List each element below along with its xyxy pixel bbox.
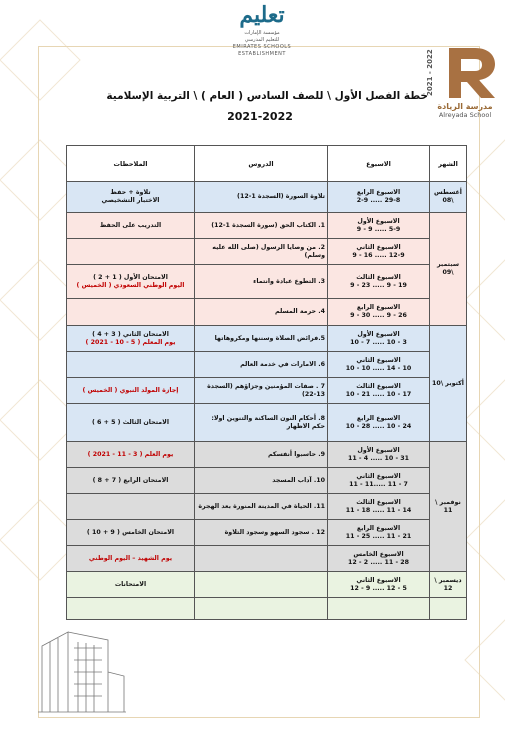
note-cell: الامتحان الأول ( 1 + 2 ) اليوم الوطني السعودي ( الخميس ) — [67, 265, 195, 299]
logo-year: 2021 - 2022 — [426, 49, 434, 97]
logo-english-name: Alreyada School — [438, 111, 492, 119]
table-row — [67, 442, 467, 468]
header-week: الاسبوع — [328, 146, 430, 182]
table-row — [67, 239, 467, 265]
table-row — [67, 468, 467, 494]
header-month: الشهر — [430, 146, 467, 182]
logo-arabic-name: مدرسة الريادة — [437, 102, 493, 111]
lesson-cell: 11. الحياة في المدينة المنورة بعد الهجرة — [195, 494, 328, 520]
note-cell: التدريب على الحفظ — [67, 213, 195, 239]
page-year: 2021-2022 — [227, 110, 293, 123]
week-cell — [328, 598, 430, 620]
week-cell: الاسبوع الرابع 29-8 ..... 2-9 — [328, 182, 430, 213]
table-row — [67, 520, 467, 546]
note-cell — [67, 352, 195, 378]
school-building-illustration — [38, 612, 126, 716]
table-row — [67, 182, 467, 213]
week-cell: الاسبوع الثالث 14 - 11 ..... 18 - 11 — [328, 494, 430, 520]
table-row — [67, 265, 467, 299]
logo-line-4: ESTABLISHMENT — [238, 51, 286, 57]
alreyada-school-logo — [425, 46, 505, 120]
table-row — [67, 326, 467, 352]
emirates-schools-logo — [218, 0, 306, 58]
month-cell — [430, 598, 467, 620]
note-cell: الامتحان الرابع ( 7 + 8 ) — [67, 468, 195, 494]
header-lessons: الدروس — [195, 146, 328, 182]
note-cell: الامتحانات — [67, 572, 195, 598]
lesson-cell — [195, 572, 328, 598]
lesson-cell: 3. التطوع عبادة وانتماء — [195, 265, 328, 299]
note-cell: الامتحان الثاني ( 3 + 4 ) يوم المعلم ( 5 - 10 - 2021 ) — [67, 326, 195, 352]
table-row — [67, 494, 467, 520]
table-row — [67, 404, 467, 442]
table-row — [67, 352, 467, 378]
lesson-cell: 5.فرائض الصلاة وسننها ومكروهاتها — [195, 326, 328, 352]
month-cell: سبتمبر \09 — [430, 213, 467, 326]
lesson-cell: 12 . سجود السهو وسجود التلاوة — [195, 520, 328, 546]
lesson-cell: 8. أحكام النون الساكنة والتنوين اولا: حكم الاظهار — [195, 404, 328, 442]
lesson-cell: 1. الكتاب الحق (سورة السجدة 1-12) — [195, 213, 328, 239]
logo-word: تعليم — [239, 2, 285, 28]
note-cell: إجازة المولد النبوي ( الخميس ) — [67, 378, 195, 404]
week-cell: الاسبوع الرابع 26 - 9 ..... 30 - 9 — [328, 299, 430, 326]
week-cell: الاسبوع الأول 31 - 10 ..... 4 - 11 — [328, 442, 430, 468]
table-row — [67, 299, 467, 326]
semester-plan-table — [66, 145, 467, 620]
week-cell: الاسبوع الرابع 24 - 10 ..... 28 - 10 — [328, 404, 430, 442]
table-row — [67, 572, 467, 598]
week-cell: الاسبوع الثالث 17 - 10 ..... 21 - 10 — [328, 378, 430, 404]
note-cell — [67, 239, 195, 265]
week-cell: الاسبوع الثالث 19 - 9 ..... 23 - 9 — [328, 265, 430, 299]
month-cell: نوفمبر \ 11 — [430, 442, 467, 572]
lesson-cell: 9. حاسبوا أنفسكم — [195, 442, 328, 468]
lesson-cell: 7 . صفات المؤمنين وجزاؤهم (السجدة 13-22) — [195, 378, 328, 404]
note-cell — [67, 494, 195, 520]
month-cell: أغسطس \08 — [430, 182, 467, 213]
week-cell: الاسبوع الخامس 28 - 11 ..... 2 - 12 — [328, 546, 430, 572]
header-notes: الملاحظات — [67, 146, 195, 182]
note-cell — [67, 299, 195, 326]
lesson-cell: 10. آداب المسجد — [195, 468, 328, 494]
week-cell: الاسبوع الثاني 10 - 14 ..... 10 - 10 — [328, 352, 430, 378]
week-cell: الاسبوع الأول 3 - 10 ..... 7 - 10 — [328, 326, 430, 352]
r-letter-icon — [441, 46, 501, 100]
page-title: خطة الفصل الأول \ للصف السادس ( العام ) \ التربية الإسلامية — [106, 90, 428, 102]
week-cell: الاسبوع الثاني 12-9 ..... 16 - 9 — [328, 239, 430, 265]
lesson-cell — [195, 546, 328, 572]
note-cell: يوم العلم ( 3 - 11 - 2021 ) — [67, 442, 195, 468]
table-row — [67, 546, 467, 572]
table-row — [67, 378, 467, 404]
lesson-cell: 2. من وصايا الرسول (صلى الله عليه وسلم) — [195, 239, 328, 265]
logo-line-3: EMIRATES SCHOOLS — [232, 44, 292, 50]
lesson-cell: 4. حرمة المسلم — [195, 299, 328, 326]
week-cell: الاسبوع الثاني 7 - 11 .....11 - 11 — [328, 468, 430, 494]
lesson-cell — [195, 598, 328, 620]
note-cell: تلاوة + حفظ الاختبار التشخيصي — [67, 182, 195, 213]
table-row — [67, 213, 467, 239]
month-cell: ديسمبر \ 12 — [430, 572, 467, 598]
note-cell: يوم الشهيد – اليوم الوطني — [67, 546, 195, 572]
table-header-row — [67, 146, 467, 182]
week-cell: الاسبوع الثاني 5 - 12 ..... 9 - 12 — [328, 572, 430, 598]
lesson-cell: تلاوة السورة (السجدة 1-12) — [195, 182, 328, 213]
month-cell: أكتوبر \10 — [430, 326, 467, 442]
lesson-cell: 6. الامارات في خدمة العالم — [195, 352, 328, 378]
note-cell: الامتحان الخامس ( 9 + 10 ) — [67, 520, 195, 546]
week-cell: الاسبوع الرابع 21 - 11 ..... 25 - 11 — [328, 520, 430, 546]
logo-line-1: مؤسسة الإمارات — [244, 30, 280, 36]
week-cell: الاسبوع الأول 5-9 ..... 9 - 9 — [328, 213, 430, 239]
note-cell: الامتحان الثالث ( 5 + 6 ) — [67, 404, 195, 442]
table-row-empty — [67, 598, 467, 620]
logo-line-2: للتعليم المدرسي — [244, 37, 280, 43]
